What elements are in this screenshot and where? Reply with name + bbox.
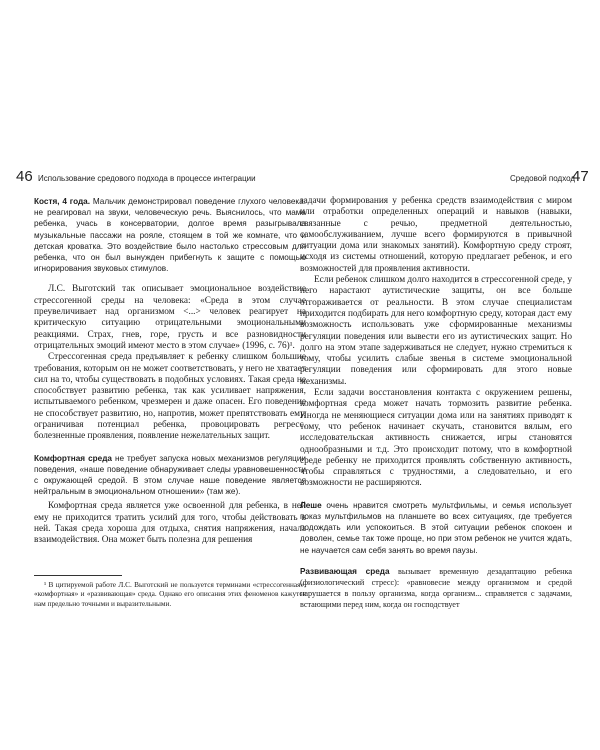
- footnote-divider: [34, 575, 122, 576]
- right-page-body: [300, 196, 572, 611]
- paragraph-vygotsky-quote: Л.С. Выготский так описывает эмоциональное воздействие стрессогенной среды на человека: «Среда в этом случае преувеличивает над организмом <...> человек реагирует на критическую ситуацию отрицательными эмоциональными реакциями. Страх, гнев, горе, грусть и все разновидности отрицательных эмоций имеют место в этом случае» (1996, с. 76)¹.: [34, 284, 306, 351]
- comfort-text: не требует запуска новых механизмов регуляции поведения, «наше поведение обнаруживает следы уравновешенности с окружающей средой. В этом случае наше поведение является нейтральным в эмоциональном отношении» (там же).: [34, 453, 306, 497]
- case-kostya: [34, 196, 306, 274]
- case-lesha: [300, 500, 572, 556]
- left-running-title: Использование средового подхода в процессе интеграции: [38, 174, 256, 183]
- paragraph-stressogenic: Стрессогенная среда предъявляет к ребенку слишком большие требования, которым он не может соответствовать, у него не хватает сил на то, чтобы существовать в подобных условиях. Такая среда не способствует развитию ребенка, так как усиливает напряжения, испытываемого ребенком, чрезмерен и даже опасен. Его поведение не способствует развитию, но, напротив, может препятствовать ему, ограничивая потенциал ребенка, провоцировать регресс, болезненные проявления, появление нежелательных защит.: [34, 352, 306, 442]
- right-running-title: Средовой подход: [510, 174, 576, 183]
- footnote-text: ¹ В цитируемой работе Л.С. Выготский не пользуется терминами «стрессогенная», «комфортная» и «развивающая» среда. Однако его описания этих феноменов кажутся нам предельно точными и выразительными.: [34, 580, 306, 608]
- case-lesha-text: очень нравится смотреть мультфильмы, и семья использует показ мультфильмов на планшете во всех ситуациях, где требуется подождать или успокоиться. В этой ситуации ребенок спокоен и доволен, семье так тоже проще, но при этом ребенок не учится ждать, не научается сам себя занять во время паузы.: [300, 500, 572, 555]
- comfort-definition: [34, 453, 306, 498]
- case-kostya-lead: Костя, 4 года.: [34, 197, 91, 206]
- develop-text: вызывает временную дезадаптацию ребенка (физиологический стресс): «равновесие между организмом и средой нарушается в пользу организма, когда организм... справляется с задачами, встающими перед ним, когда он господствует: [300, 566, 572, 610]
- left-page-number: 46: [16, 168, 33, 185]
- paragraph-comfort-mastered: Комфортная среда является уже освоенной для ребенка, в ней ему не приходится тратить усилий для того, чтобы действовать в ней. Такая среда хороша для отдыха, снятия напряжения, начала взаимодействия. Она может быть полезна для решения: [34, 501, 306, 546]
- paragraph-long-stress: Если ребенок слишком долго находится в стрессогенной среде, у него нарастают аутистические защиты, он все больше отгораживается от реальности. В этом случае специалистам приходится подбирать для него комфортную среду, которая даст ему возможность использовать уже сформированные механизмы регуляции поведения или вывести его из аутистических защит. Но долго на этом этапе задерживаться не следует, нужно стремиться к тому, чтобы усилить слабые звенья в системе эмоциональной регуляции поведения или сформировать для этого новые механизмы.: [300, 275, 572, 387]
- paragraph-continuation: задачи формирования у ребенка средств взаимодействия с миром или отработки определенных операций и навыков (навыки, связанные с речью, предметной деятельностью, самообслуживанием, лучше всего формируются в привычной ситуации дома или знакомых занятий). Комфортную среду строят, исходя из системы отношений, которую предлагает ребенок, и его возможностей для проявления активности.: [300, 196, 572, 274]
- right-page-number: 47: [572, 168, 589, 185]
- footnote: [34, 580, 306, 608]
- paragraph-comfort-limits: Если задачи восстановления контакта с окружением решены, комфортная среда может начать тормозить развитие ребенка. Иногда не меняющиеся ситуации дома или на занятиях приводят к тому, что ребенок начинает скучать, становится вялым, его исследовательская активность снижается, игры становятся однообразными и т.д. Это происходит потому, что в комфортной среде ребенку не приходится проявлять собственную активность, чтобы справляться с трудностями, а следовательно, и его возможности не расширяются.: [300, 388, 572, 489]
- comfort-lead: Комфортная среда: [34, 453, 112, 463]
- left-page-body: [34, 196, 306, 547]
- develop-definition: [300, 566, 572, 611]
- case-kostya-text: Мальчик демонстрировал поведение глухого человека: не реагировал на звуки, человеческую речь. Выяснилось, что мама ребенка, учась в консерватории, долгое время разыгрывала музыкальные пассажи на рояле, стоящем в той же комнате, что и детская кроватка. Это воздействие было настолько стрессовым для ребенка, что он был вынужден прибегнуть к защите с помощью игнорирования звуковых стимулов.: [34, 197, 306, 274]
- case-lesha-lead: Леше: [300, 500, 322, 510]
- develop-lead: Развивающая среда: [300, 566, 390, 576]
